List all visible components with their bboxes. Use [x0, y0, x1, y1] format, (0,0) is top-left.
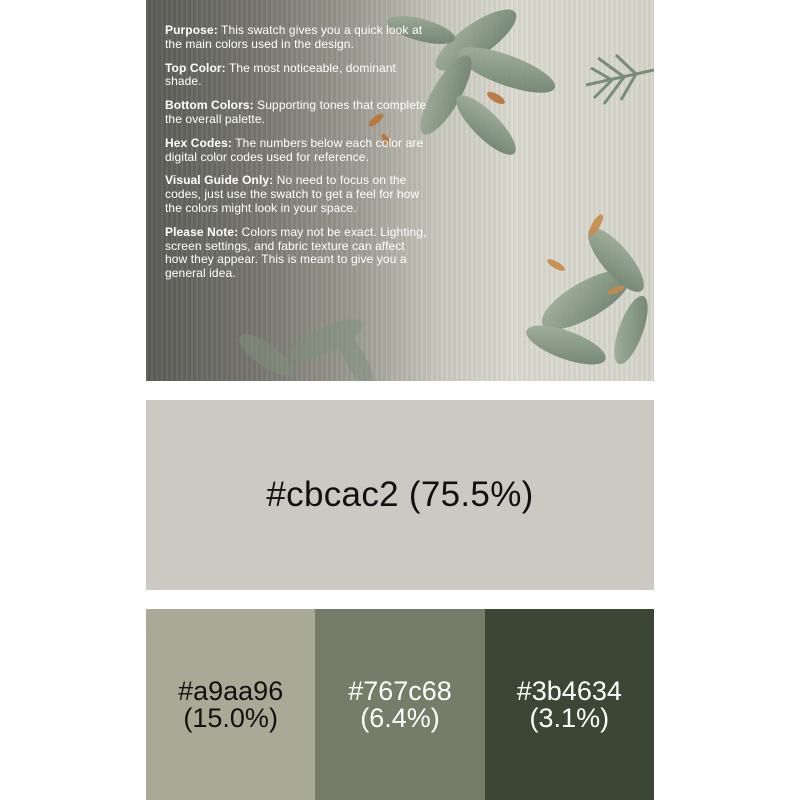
guide-hex-codes: Hex Codes: The numbers below each color are digital color codes used for reference.	[165, 135, 424, 164]
swatch-percent-label: (15.0%)	[183, 702, 278, 733]
guide-top-color: Top Color: The most noticeable, dominant shade.	[165, 60, 396, 89]
guide-bottom-colors: Bottom Colors: Supporting tones that complete the overall palette.	[165, 98, 427, 126]
supporting-colors-row	[146, 609, 654, 800]
swatch-hex-label: #3b4634	[516, 675, 622, 706]
swatch-percent-label: (3.1%)	[529, 702, 610, 733]
dominant-hex-label: #cbcac2	[266, 475, 399, 514]
info-panel	[146, 0, 654, 381]
swatch-hex-label: #a9aa96	[178, 675, 284, 706]
guide-purpose: Purpose: This swatch gives you a quick look at the main colors used in the design.	[165, 23, 423, 51]
guide-please-note: Please Note: Colors may not be exact. Lighting, screen settings, and fabric texture can affect how they appear. This is meant to give you a general idea.	[165, 224, 427, 281]
dominant-color-swatch	[146, 400, 654, 590]
guide-visual-guide: Visual Guide Only: No need to focus on the codes, just use the swatch to get a feel for how the colors might look in your space.	[165, 173, 420, 215]
dominant-percent-label: (75.5%)	[408, 475, 534, 514]
supporting-color-swatch	[146, 609, 315, 800]
swatch-guide-text	[165, 24, 430, 291]
supporting-color-swatch	[315, 609, 484, 800]
swatch-percent-label: (6.4%)	[360, 702, 440, 733]
supporting-color-swatch	[485, 609, 654, 800]
swatch-hex-label: #767c68	[348, 675, 452, 706]
